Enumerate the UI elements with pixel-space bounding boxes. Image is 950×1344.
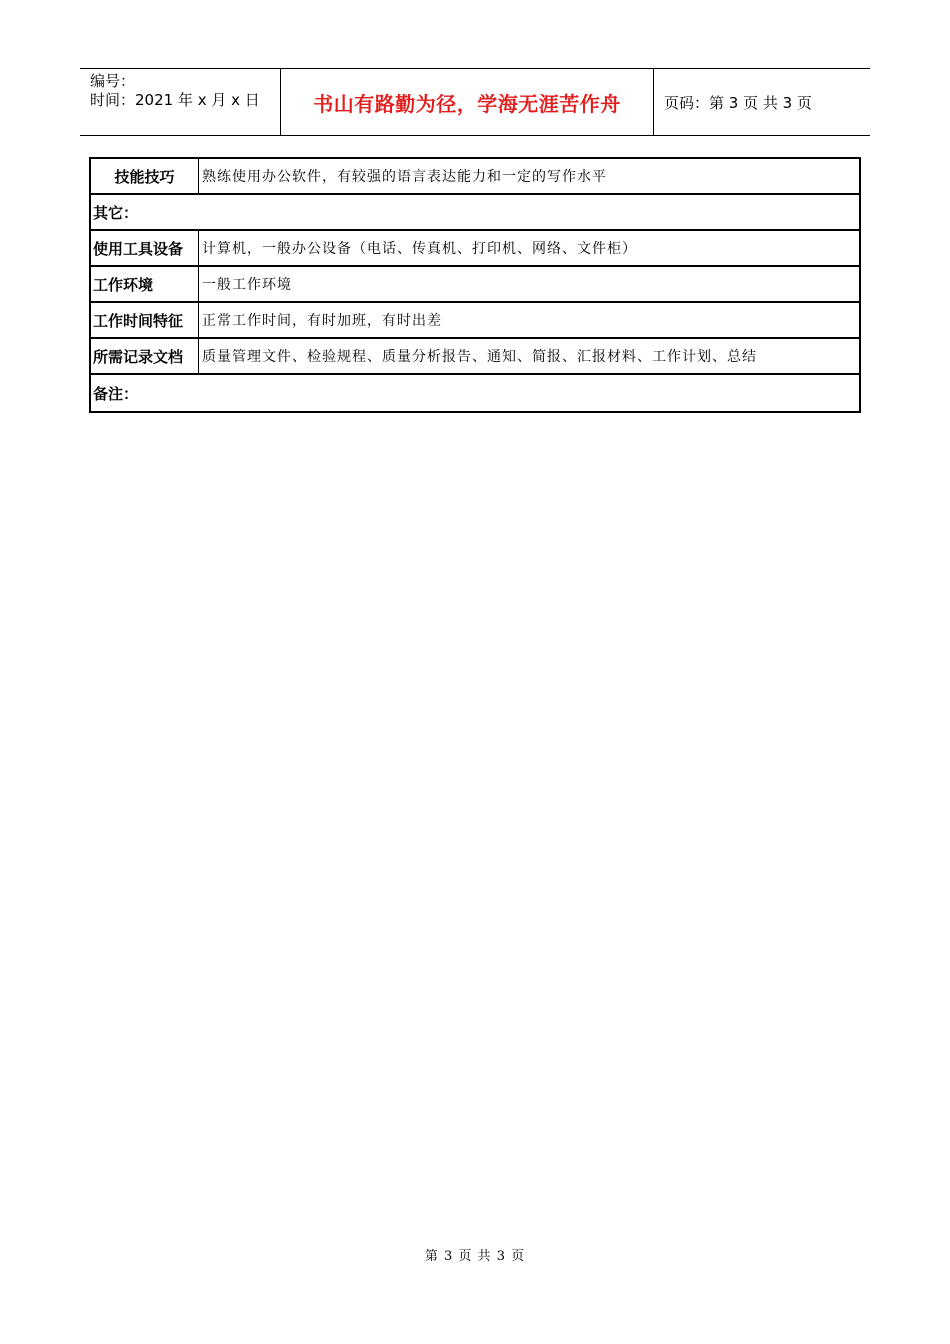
table-row-equipment <box>91 231 859 267</box>
row-label: 工作时间特征 <box>91 303 199 337</box>
row-value: 计算机，一般办公设备（电话、传真机、打印机、网络、文件柜） <box>202 241 637 257</box>
row-value: 熟练使用办公软件，有较强的语言表达能力和一定的写作水平 <box>202 169 607 185</box>
row-value: 一般工作环境 <box>202 277 292 293</box>
row-label: 技能技巧 <box>91 159 199 193</box>
header-page-number: 页码：第 3 页 共 3 页 <box>664 93 812 112</box>
table-row-skills <box>91 159 859 195</box>
job-description-table <box>89 157 861 413</box>
table-row-documents <box>91 339 859 375</box>
table-row-working-hours <box>91 303 859 339</box>
table-row-remarks <box>91 375 859 411</box>
row-label: 所需记录文档 <box>91 339 199 373</box>
page-header <box>80 68 870 136</box>
table-row-environment <box>91 267 859 303</box>
row-label: 其它： <box>93 203 139 222</box>
page-footer: 第 3 页 共 3 页 <box>424 1249 526 1264</box>
table-row-other <box>91 195 859 231</box>
row-label: 工作环境 <box>91 267 199 301</box>
header-meta <box>80 69 281 135</box>
row-label: 备注： <box>93 384 139 403</box>
row-value: 正常工作时间，有时加班，有时出差 <box>202 313 442 329</box>
header-motto: 书山有路勤为径，学海无涯苦作舟 <box>281 69 654 135</box>
document-number-label: 编号： <box>90 72 136 90</box>
document-time-label: 时间：2021 年 x 月 x 日 <box>90 91 260 109</box>
row-value: 质量管理文件、检验规程、质量分析报告、通知、简报、汇报材料、工作计划、总结 <box>202 349 757 365</box>
row-label: 使用工具设备 <box>91 231 199 265</box>
